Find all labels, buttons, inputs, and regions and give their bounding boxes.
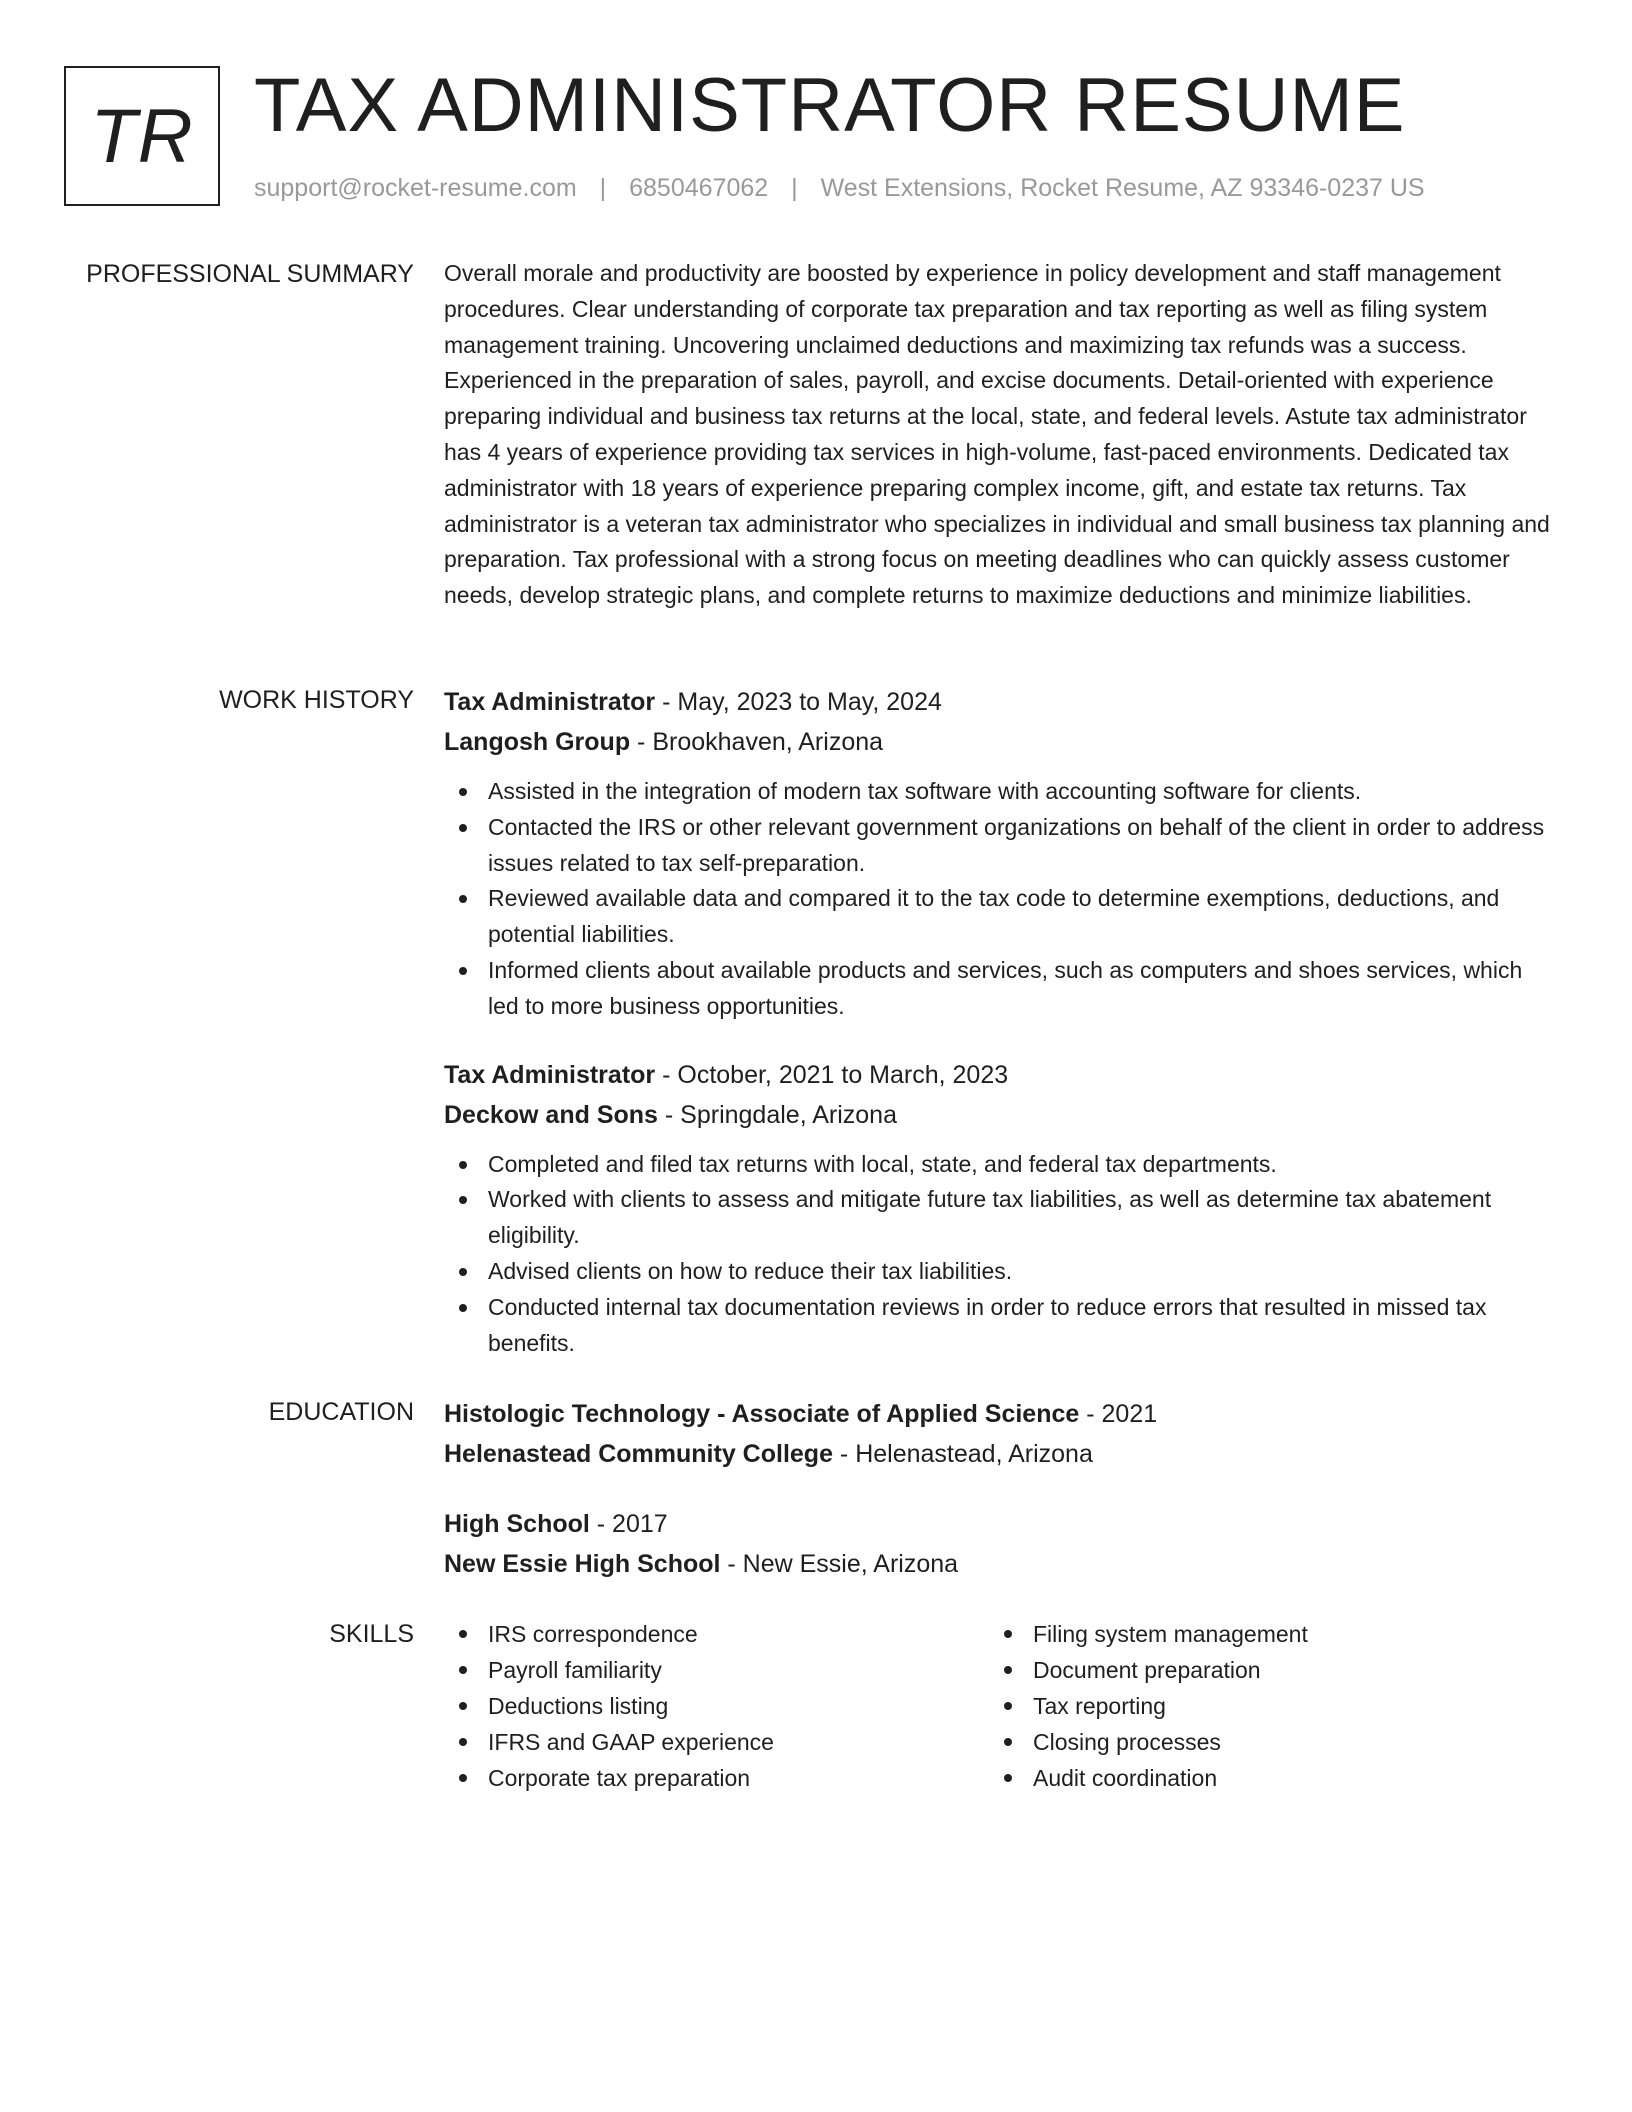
school-line bbox=[444, 1434, 1556, 1474]
job-dates: - October, 2021 to March, 2023 bbox=[655, 1060, 1009, 1089]
job-duty: Contacted the IRS or other relevant government organizations on behalf of the client in order to address issues related to tax self-preparation. bbox=[444, 810, 1556, 882]
job-company-line bbox=[444, 1095, 1556, 1135]
job-entry bbox=[444, 1055, 1556, 1362]
section-label-summary: PROFESSIONAL SUMMARY bbox=[86, 260, 414, 288]
job-location: - Brookhaven, Arizona bbox=[630, 728, 884, 756]
job-duty: Advised clients on how to reduce their tax liabilities. bbox=[444, 1254, 1556, 1290]
job-duties-list bbox=[444, 774, 1556, 1025]
job-duty: Completed and filed tax returns with local, state, and federal tax departments. bbox=[444, 1147, 1556, 1183]
job-title: Tax Administrator bbox=[444, 688, 656, 716]
contact-address: West Extensions, Rocket Resume, AZ 93346-0237 US bbox=[820, 174, 1425, 202]
summary-body bbox=[444, 256, 1556, 614]
contact-phone: 6850467062 bbox=[629, 174, 769, 202]
degree-year: - 2021 bbox=[1079, 1400, 1158, 1428]
job-company-line bbox=[444, 722, 1556, 762]
job-dates: - May, 2023 to May, 2024 bbox=[655, 688, 942, 716]
job-duties-list bbox=[444, 1147, 1556, 1362]
contact-separator: | bbox=[599, 174, 607, 202]
skill-item: IRS correspondence bbox=[444, 1616, 989, 1652]
job-duty: Assisted in the integration of modern tax software with accounting software for clients. bbox=[444, 774, 1556, 810]
skills-list-left bbox=[444, 1616, 989, 1796]
job-company: Deckow and Sons bbox=[444, 1100, 658, 1129]
school-location: - New Essie, Arizona bbox=[720, 1550, 959, 1578]
resume-header bbox=[64, 63, 1564, 216]
section-label-education: EDUCATION bbox=[268, 1398, 414, 1426]
skill-item: Payroll familiarity bbox=[444, 1652, 989, 1688]
job-title: Tax Administrator bbox=[444, 1060, 656, 1089]
degree-line bbox=[444, 1504, 1556, 1544]
contact-line bbox=[254, 174, 1425, 203]
degree-year: - 2017 bbox=[589, 1510, 668, 1538]
education-body bbox=[444, 1394, 1556, 1614]
job-duty: Worked with clients to assess and mitigate future tax liabilities, as well as determine tax abatement eligibility. bbox=[444, 1182, 1556, 1254]
school-name: Helenastead Community College bbox=[444, 1440, 833, 1468]
degree-name: High School bbox=[444, 1510, 590, 1538]
job-title-line bbox=[444, 1055, 1556, 1095]
job-location: - Springdale, Arizona bbox=[657, 1100, 897, 1129]
degree-line bbox=[444, 1394, 1556, 1434]
skills-body bbox=[444, 1616, 1556, 1796]
skill-item: Corporate tax preparation bbox=[444, 1760, 989, 1796]
education-entry bbox=[444, 1394, 1556, 1474]
skill-item: Filing system management bbox=[989, 1616, 1534, 1652]
contact-email: support@rocket-resume.com bbox=[254, 174, 577, 202]
skills-list-right bbox=[989, 1616, 1534, 1796]
contact-separator: | bbox=[791, 174, 798, 202]
skill-item: Audit coordination bbox=[989, 1760, 1534, 1796]
job-duty: Informed clients about available products and services, such as computers and shoes services, which led to more business opportunities. bbox=[444, 953, 1556, 1025]
section-label-skills: SKILLS bbox=[329, 1620, 414, 1648]
resume-title: TAX ADMINISTRATOR RESUME bbox=[254, 63, 1406, 148]
skill-item: Tax reporting bbox=[989, 1688, 1534, 1724]
monogram-badge: TR bbox=[64, 66, 220, 206]
job-title-line bbox=[444, 682, 1556, 722]
job-duty: Conducted internal tax documentation reviews in order to reduce errors that resulted in missed tax benefits. bbox=[444, 1290, 1556, 1362]
job-company: Langosh Group bbox=[444, 728, 631, 756]
skills-columns bbox=[444, 1616, 1556, 1796]
summary-text: Overall morale and productivity are boosted by experience in policy development and staff management procedures. Clear understanding of corporate tax preparation and tax reporting as well as filing system management training. Uncovering unclaimed deductions and maximizing tax refunds was a success. Experienced in the preparation of sales, payroll, and excise documents. Detail-oriented with experience preparing individual and business tax returns at the local, state, and federal levels. Astute tax administrator has 4 years of experience providing tax services in high-volume, fast-paced environments. Dedicated tax administrator with 18 years of experience preparing complex income, gift, and estate tax returns. Tax administrator is a veteran tax administrator who specializes in individual and small business tax planning and preparation. Tax professional with a strong focus on meeting deadlines who can quickly assess customer needs, develop strategic plans, and complete returns to maximize deductions and minimize liabilities. bbox=[444, 260, 1550, 609]
skill-item: Deductions listing bbox=[444, 1688, 989, 1724]
work-history-body bbox=[444, 682, 1556, 1385]
school-location: - Helenastead, Arizona bbox=[832, 1440, 1093, 1468]
school-name: New Essie High School bbox=[444, 1550, 721, 1578]
skill-item: Closing processes bbox=[989, 1724, 1534, 1760]
education-entry bbox=[444, 1504, 1556, 1584]
section-label-work-history: WORK HISTORY bbox=[219, 686, 414, 714]
skill-item: Document preparation bbox=[989, 1652, 1534, 1688]
school-line bbox=[444, 1544, 1556, 1584]
job-duty: Reviewed available data and compared it to the tax code to determine exemptions, deductions, and potential liabilities. bbox=[444, 881, 1556, 953]
skill-item: IFRS and GAAP experience bbox=[444, 1724, 989, 1760]
degree-name: Histologic Technology - Associate of Applied Science bbox=[444, 1400, 1080, 1428]
job-entry bbox=[444, 682, 1556, 1025]
